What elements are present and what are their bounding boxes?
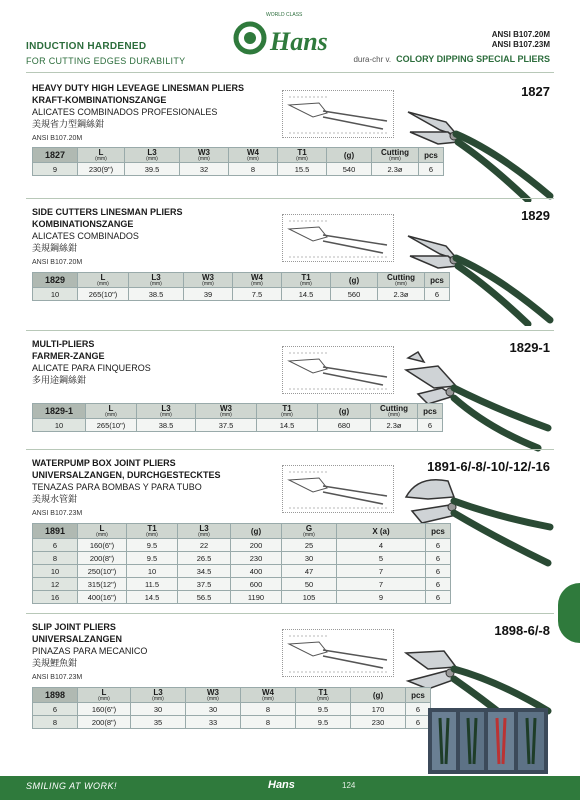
spec-cell: 400(16") xyxy=(78,591,127,604)
spec-header-label: T1 xyxy=(147,524,157,533)
spec-cell: 6 xyxy=(33,539,78,552)
spec-table xyxy=(32,687,431,729)
spec-header-unit: (mm) xyxy=(395,281,407,287)
spec-header-cell xyxy=(78,273,129,288)
spec-row xyxy=(33,591,451,604)
dura-text: dura-chr v. xyxy=(353,55,392,64)
spec-cell: 160(6") xyxy=(78,539,127,552)
spec-header-unit: (mm) xyxy=(146,532,158,538)
spec-header-cell xyxy=(418,404,443,419)
spec-header-cell xyxy=(351,688,406,703)
spec-cell: 26.5 xyxy=(178,552,231,565)
pliers-photo xyxy=(398,216,558,326)
spec-header-label: L xyxy=(99,524,105,533)
dimension-diagram-box xyxy=(282,346,394,394)
spec-header-label: 1898 xyxy=(44,690,66,700)
spec-cell: 34.5 xyxy=(178,565,231,578)
spec-header-cell xyxy=(33,524,78,539)
section-title-block xyxy=(32,621,147,669)
spec-header-label: W3 xyxy=(207,688,219,697)
section-title4: 美規鯉魚鉗 xyxy=(32,658,78,668)
spec-cell: 265(10") xyxy=(78,288,129,301)
spec-cell: 400 xyxy=(231,565,282,578)
spec-header-cell xyxy=(229,148,278,163)
spec-header-unit: (mm) xyxy=(251,281,263,287)
spec-cell: 14.5 xyxy=(282,288,331,301)
section-title-block xyxy=(32,82,244,130)
spec-cell: 14.5 xyxy=(127,591,178,604)
spec-header-cell xyxy=(419,148,444,163)
spec-row xyxy=(33,288,450,301)
spec-header-label: (g) xyxy=(250,526,262,536)
section-title1: HEAVY DUTY HIGH LEVEAGE LINESMAN PLIERS xyxy=(32,83,245,93)
spec-header-unit: (mm) xyxy=(202,281,214,287)
spec-header-unit: (mm) xyxy=(220,412,232,418)
spec-header-label: 1829 xyxy=(44,275,66,285)
spec-row xyxy=(33,565,451,578)
spec-cell: 9 xyxy=(33,163,78,176)
spec-cell: 230 xyxy=(231,552,282,565)
spec-header-cell xyxy=(231,524,282,539)
ansi-label: ANSI B107.20M xyxy=(32,259,83,266)
hans-logo xyxy=(232,12,352,64)
spec-cell: 14.5 xyxy=(257,419,318,432)
spec-header-label: L xyxy=(101,688,107,697)
spec-header-cell xyxy=(371,404,418,419)
model-number: 1827 xyxy=(521,84,550,99)
product-photo-strip xyxy=(428,708,548,774)
spec-header-cell xyxy=(406,688,431,703)
spec-header-row xyxy=(33,148,444,163)
spec-header-label: W3 xyxy=(202,273,214,282)
spec-cell: 6 xyxy=(426,552,451,565)
spec-header-unit: (mm) xyxy=(95,156,107,162)
spec-row xyxy=(33,539,451,552)
page-number: 124 xyxy=(342,781,356,790)
spec-cell: 560 xyxy=(331,288,378,301)
spec-header-unit: (mm) xyxy=(105,412,117,418)
spec-header-cell xyxy=(33,688,78,703)
section-divider xyxy=(26,449,554,450)
spec-cell: 6 xyxy=(419,163,444,176)
spec-cell: 6 xyxy=(426,591,451,604)
spec-cell: 8 xyxy=(241,716,296,729)
spec-header-cell xyxy=(282,524,337,539)
spec-header-label: Cutting xyxy=(380,404,408,413)
spec-header-cell xyxy=(33,148,78,163)
spec-cell: 30 xyxy=(131,703,186,716)
section-title2: KRAFT-KOMBINATIONSZANGE xyxy=(32,95,167,105)
dimension-diagram-box xyxy=(282,90,394,138)
section-title-block xyxy=(32,338,151,386)
spec-header-cell xyxy=(241,688,296,703)
spec-header-label: W4 xyxy=(262,688,274,697)
spec-header-row xyxy=(33,404,443,419)
spec-header-label: T1 xyxy=(318,688,328,697)
dimension-diagram xyxy=(283,630,393,676)
spec-header-cell xyxy=(425,273,450,288)
spec-header-cell xyxy=(129,273,184,288)
spec-cell: 16 xyxy=(33,591,78,604)
spec-header-cell xyxy=(78,688,131,703)
spec-cell: 10 xyxy=(33,288,78,301)
header-right xyxy=(353,30,550,65)
spec-header-label: 1829-1 xyxy=(44,406,74,416)
spec-header-cell xyxy=(33,404,86,419)
spec-cell: 2.3ø xyxy=(371,419,418,432)
spec-header-label: L3 xyxy=(151,273,161,282)
spec-header-label: (g) xyxy=(343,150,355,160)
spec-cell: 200(8") xyxy=(78,552,127,565)
spec-header-cell xyxy=(278,148,327,163)
spec-cell: 35 xyxy=(131,716,186,729)
spec-cell: 5 xyxy=(337,552,426,565)
spec-header-unit: (mm) xyxy=(146,156,158,162)
spec-cell: 7.5 xyxy=(233,288,282,301)
spec-table xyxy=(32,272,450,301)
spec-cell: 540 xyxy=(327,163,372,176)
coloring-line xyxy=(353,54,550,65)
spec-header-label: (g) xyxy=(348,275,360,285)
spec-header-cell xyxy=(372,148,419,163)
spec-header-label: (g) xyxy=(338,406,350,416)
spec-header-unit: (mm) xyxy=(97,281,109,287)
dimension-diagram-box xyxy=(282,465,394,513)
spec-cell: 2.3ø xyxy=(378,288,425,301)
spec-cell: 6 xyxy=(426,565,451,578)
spec-header-unit: (mm) xyxy=(303,532,315,538)
spec-cell: 56.5 xyxy=(178,591,231,604)
spec-header-label: X (a) xyxy=(372,526,390,536)
spec-cell: 250(10") xyxy=(78,565,127,578)
spec-cell: 1190 xyxy=(231,591,282,604)
spec-header-label: pcs xyxy=(424,150,438,160)
dimension-diagram xyxy=(283,215,393,261)
section-title2: FARMER-ZANGE xyxy=(32,351,105,361)
spec-cell: 265(10") xyxy=(86,419,137,432)
spec-header-row xyxy=(33,273,450,288)
spec-header-label: L xyxy=(100,273,106,282)
spec-header-label: L xyxy=(98,148,104,157)
spec-header-cell xyxy=(33,273,78,288)
section-title4: 美規省力型鋼絲鉗 xyxy=(32,119,105,129)
spec-cell: 200 xyxy=(231,539,282,552)
spec-cell: 315(12") xyxy=(78,578,127,591)
spec-row xyxy=(33,716,431,729)
section-title3: PINAZAS PARA MECANICO xyxy=(32,646,148,656)
logo-small-text: WORLD CLASS xyxy=(266,12,303,18)
spec-cell: 37.5 xyxy=(178,578,231,591)
spec-cell: 15.5 xyxy=(278,163,327,176)
spec-header-unit: (mm) xyxy=(247,156,259,162)
spec-header-unit: (mm) xyxy=(262,696,274,702)
ansi-label: ANSI B107.23M xyxy=(32,510,83,517)
spec-header-unit: (mm) xyxy=(317,696,329,702)
spec-header-label: W4 xyxy=(251,273,263,282)
spec-header-label: G xyxy=(305,524,313,533)
spec-cell: 6 xyxy=(33,703,78,716)
spec-cell: 38.5 xyxy=(137,419,196,432)
header-divider xyxy=(26,72,554,73)
logo-text: Hans xyxy=(270,27,328,56)
spec-header-label: L3 xyxy=(199,524,209,533)
spec-cell: 9 xyxy=(337,591,426,604)
spec-header-unit: (mm) xyxy=(160,412,172,418)
ansi-label-1: ANSI B107.20M xyxy=(491,30,550,39)
spec-cell: 12 xyxy=(33,578,78,591)
spec-cell: 680 xyxy=(318,419,371,432)
spec-cell: 600 xyxy=(231,578,282,591)
spec-cell: 39 xyxy=(184,288,233,301)
spec-cell: 6 xyxy=(426,578,451,591)
spec-cell: 6 xyxy=(426,539,451,552)
spec-cell: 25 xyxy=(282,539,337,552)
spec-table xyxy=(32,147,444,176)
coloring-text: COLORY DIPPING SPECIAL PLIERS xyxy=(396,54,550,64)
spec-cell: 9.5 xyxy=(127,552,178,565)
spec-cell: 30 xyxy=(282,552,337,565)
spec-header-cell xyxy=(426,524,451,539)
spec-header-label: W3 xyxy=(198,148,210,157)
spec-header-unit: (mm) xyxy=(388,412,400,418)
footer-logo: Hans xyxy=(268,779,295,791)
spec-cell: 47 xyxy=(282,565,337,578)
spec-header-label: L3 xyxy=(147,148,157,157)
spec-row xyxy=(33,703,431,716)
spec-cell: 4 xyxy=(337,539,426,552)
spec-header-unit: (mm) xyxy=(300,281,312,287)
header-durability-text: FOR CUTTING EDGES DURABILITY xyxy=(26,56,186,66)
spec-header-unit: (mm) xyxy=(296,156,308,162)
spec-header-unit: (mm) xyxy=(281,412,293,418)
spec-cell: 32 xyxy=(180,163,229,176)
spec-header-unit: (mm) xyxy=(96,532,108,538)
spec-cell: 8 xyxy=(33,716,78,729)
spec-cell: 10 xyxy=(33,565,78,578)
model-number: 1829-1 xyxy=(509,340,550,355)
ansi-label-2: ANSI B107.23M xyxy=(491,40,550,49)
spec-header-unit: (mm) xyxy=(152,696,164,702)
spec-cell: 160(6") xyxy=(78,703,131,716)
spec-header-cell xyxy=(331,273,378,288)
section-divider xyxy=(26,330,554,331)
spec-cell: 8 xyxy=(241,703,296,716)
spec-header-cell xyxy=(86,404,137,419)
spec-row xyxy=(33,552,451,565)
spec-cell: 33 xyxy=(186,716,241,729)
spec-header-row xyxy=(33,524,451,539)
header-left xyxy=(26,40,185,68)
section-title2: UNIVERSALZANGEN xyxy=(32,634,123,644)
spec-cell: 6 xyxy=(425,288,450,301)
spec-cell: 6 xyxy=(406,703,431,716)
section-title4: 多用途鋼絲鉗 xyxy=(32,375,87,385)
spec-header-unit: (mm) xyxy=(389,156,401,162)
spec-table xyxy=(32,523,451,604)
spec-header-label: W3 xyxy=(220,404,232,413)
spec-cell: 9.5 xyxy=(296,716,351,729)
spec-header-cell xyxy=(131,688,186,703)
spec-header-cell xyxy=(178,524,231,539)
spec-cell: 9.5 xyxy=(127,539,178,552)
spec-header-label: L3 xyxy=(161,404,171,413)
section-title3: TENAZAS PARA BOMBAS Y PARA TUBO xyxy=(32,482,202,492)
spec-cell: 10 xyxy=(127,565,178,578)
spec-header-cell xyxy=(257,404,318,419)
spec-cell: 22 xyxy=(178,539,231,552)
spec-header-unit: (mm) xyxy=(150,281,162,287)
section-title3: ALICATES COMBINADOS PROFESIONALES xyxy=(32,107,218,117)
spec-header-cell xyxy=(327,148,372,163)
spec-cell: 7 xyxy=(337,565,426,578)
section-title3: ALICATE PARA FINQUEROS xyxy=(32,363,151,373)
spec-cell: 8 xyxy=(33,552,78,565)
spec-header-label: (g) xyxy=(372,690,384,700)
spec-header-cell xyxy=(78,524,127,539)
spec-cell: 230(9") xyxy=(78,163,125,176)
header-induction-text: INDUCTION HARDENED xyxy=(26,41,147,52)
section-title-block xyxy=(32,457,221,505)
spec-header-label: W4 xyxy=(247,148,259,157)
spec-header-cell xyxy=(233,273,282,288)
spec-cell: 2.3ø xyxy=(372,163,419,176)
spec-header-cell xyxy=(78,148,125,163)
spec-header-cell xyxy=(318,404,371,419)
spec-header-cell xyxy=(282,273,331,288)
spec-header-cell xyxy=(184,273,233,288)
linesman-pliers-illustration xyxy=(398,216,558,326)
spec-header-unit: (mm) xyxy=(198,156,210,162)
spec-header-cell xyxy=(186,688,241,703)
spec-header-cell xyxy=(127,524,178,539)
spec-cell: 170 xyxy=(351,703,406,716)
spec-cell: 7 xyxy=(337,578,426,591)
spec-cell: 200(8") xyxy=(78,716,131,729)
spec-header-label: pcs xyxy=(430,275,444,285)
spec-header-label: pcs xyxy=(423,406,437,416)
spec-header-unit: (mm) xyxy=(198,532,210,538)
spec-header-row xyxy=(33,688,431,703)
ansi-label: ANSI B107.20M xyxy=(32,135,83,142)
spec-header-label: pcs xyxy=(411,690,425,700)
model-number: 1898-6/-8 xyxy=(494,623,550,638)
section-title2: UNIVERSALZANGEN, DURCHGESTECKTES xyxy=(32,470,221,480)
dimension-diagram xyxy=(283,466,393,512)
dimension-diagram xyxy=(283,91,393,137)
spec-header-label: pcs xyxy=(431,526,445,536)
section-divider xyxy=(26,198,554,199)
spec-header-cell xyxy=(378,273,425,288)
spec-header-cell xyxy=(180,148,229,163)
spec-header-label: T1 xyxy=(297,148,307,157)
spec-header-label: 1827 xyxy=(44,150,66,160)
section-title2: KOMBINATIONSZANGE xyxy=(32,219,134,229)
spec-cell: 39.5 xyxy=(125,163,180,176)
section-title1: SLIP JOINT PLIERS xyxy=(32,622,116,632)
spec-cell: 9.5 xyxy=(296,703,351,716)
section-divider xyxy=(26,613,554,614)
section-title4: 美規水管鉗 xyxy=(32,494,78,504)
spec-header-label: L xyxy=(108,404,114,413)
section-title1: WATERPUMP BOX JOINT PLIERS xyxy=(32,458,176,468)
spec-row xyxy=(33,578,451,591)
dimension-diagram-box xyxy=(282,214,394,262)
spec-header-label: Cutting xyxy=(381,148,409,157)
section-title1: MULTI-PLIERS xyxy=(32,339,95,349)
section-title-block xyxy=(32,206,183,254)
section-title1: SIDE CUTTERS LINESMAN PLIERS xyxy=(32,207,183,217)
spec-header-label: 1891 xyxy=(44,526,66,536)
spec-header-label: T1 xyxy=(282,404,292,413)
spec-cell: 30 xyxy=(186,703,241,716)
spec-cell: 37.5 xyxy=(196,419,257,432)
spec-cell: 50 xyxy=(282,578,337,591)
ansi-label: ANSI B107.23M xyxy=(32,674,83,681)
spec-cell: 38.5 xyxy=(129,288,184,301)
spec-row xyxy=(33,419,443,432)
dimension-diagram xyxy=(283,347,393,393)
spec-cell: 11.5 xyxy=(127,578,178,591)
model-number: 1891-6/-8/-10/-12/-16 xyxy=(427,459,550,474)
side-tab xyxy=(558,583,580,643)
dimension-diagram-box xyxy=(282,629,394,677)
spec-cell: 105 xyxy=(282,591,337,604)
spec-header-unit: (mm) xyxy=(207,696,219,702)
spec-header-cell xyxy=(137,404,196,419)
spec-table xyxy=(32,403,443,432)
spec-header-label: T1 xyxy=(301,273,311,282)
spec-cell: 230 xyxy=(351,716,406,729)
model-number: 1829 xyxy=(521,208,550,223)
spec-header-cell xyxy=(337,524,426,539)
section-title3: ALICATES COMBINADOS xyxy=(32,231,139,241)
spec-header-cell xyxy=(296,688,351,703)
spec-header-cell xyxy=(125,148,180,163)
spec-cell: 8 xyxy=(229,163,278,176)
section-title4: 美規鋼絲鉗 xyxy=(32,243,78,253)
spec-cell: 10 xyxy=(33,419,86,432)
spec-cell: 6 xyxy=(418,419,443,432)
spec-row xyxy=(33,163,444,176)
spec-header-unit: (mm) xyxy=(98,696,110,702)
spec-header-label: L3 xyxy=(153,688,163,697)
spec-header-cell xyxy=(196,404,257,419)
footer-slogan: SMILING AT WORK! xyxy=(26,781,118,791)
spec-header-label: Cutting xyxy=(387,273,415,282)
spec-cell: 6 xyxy=(406,716,431,729)
